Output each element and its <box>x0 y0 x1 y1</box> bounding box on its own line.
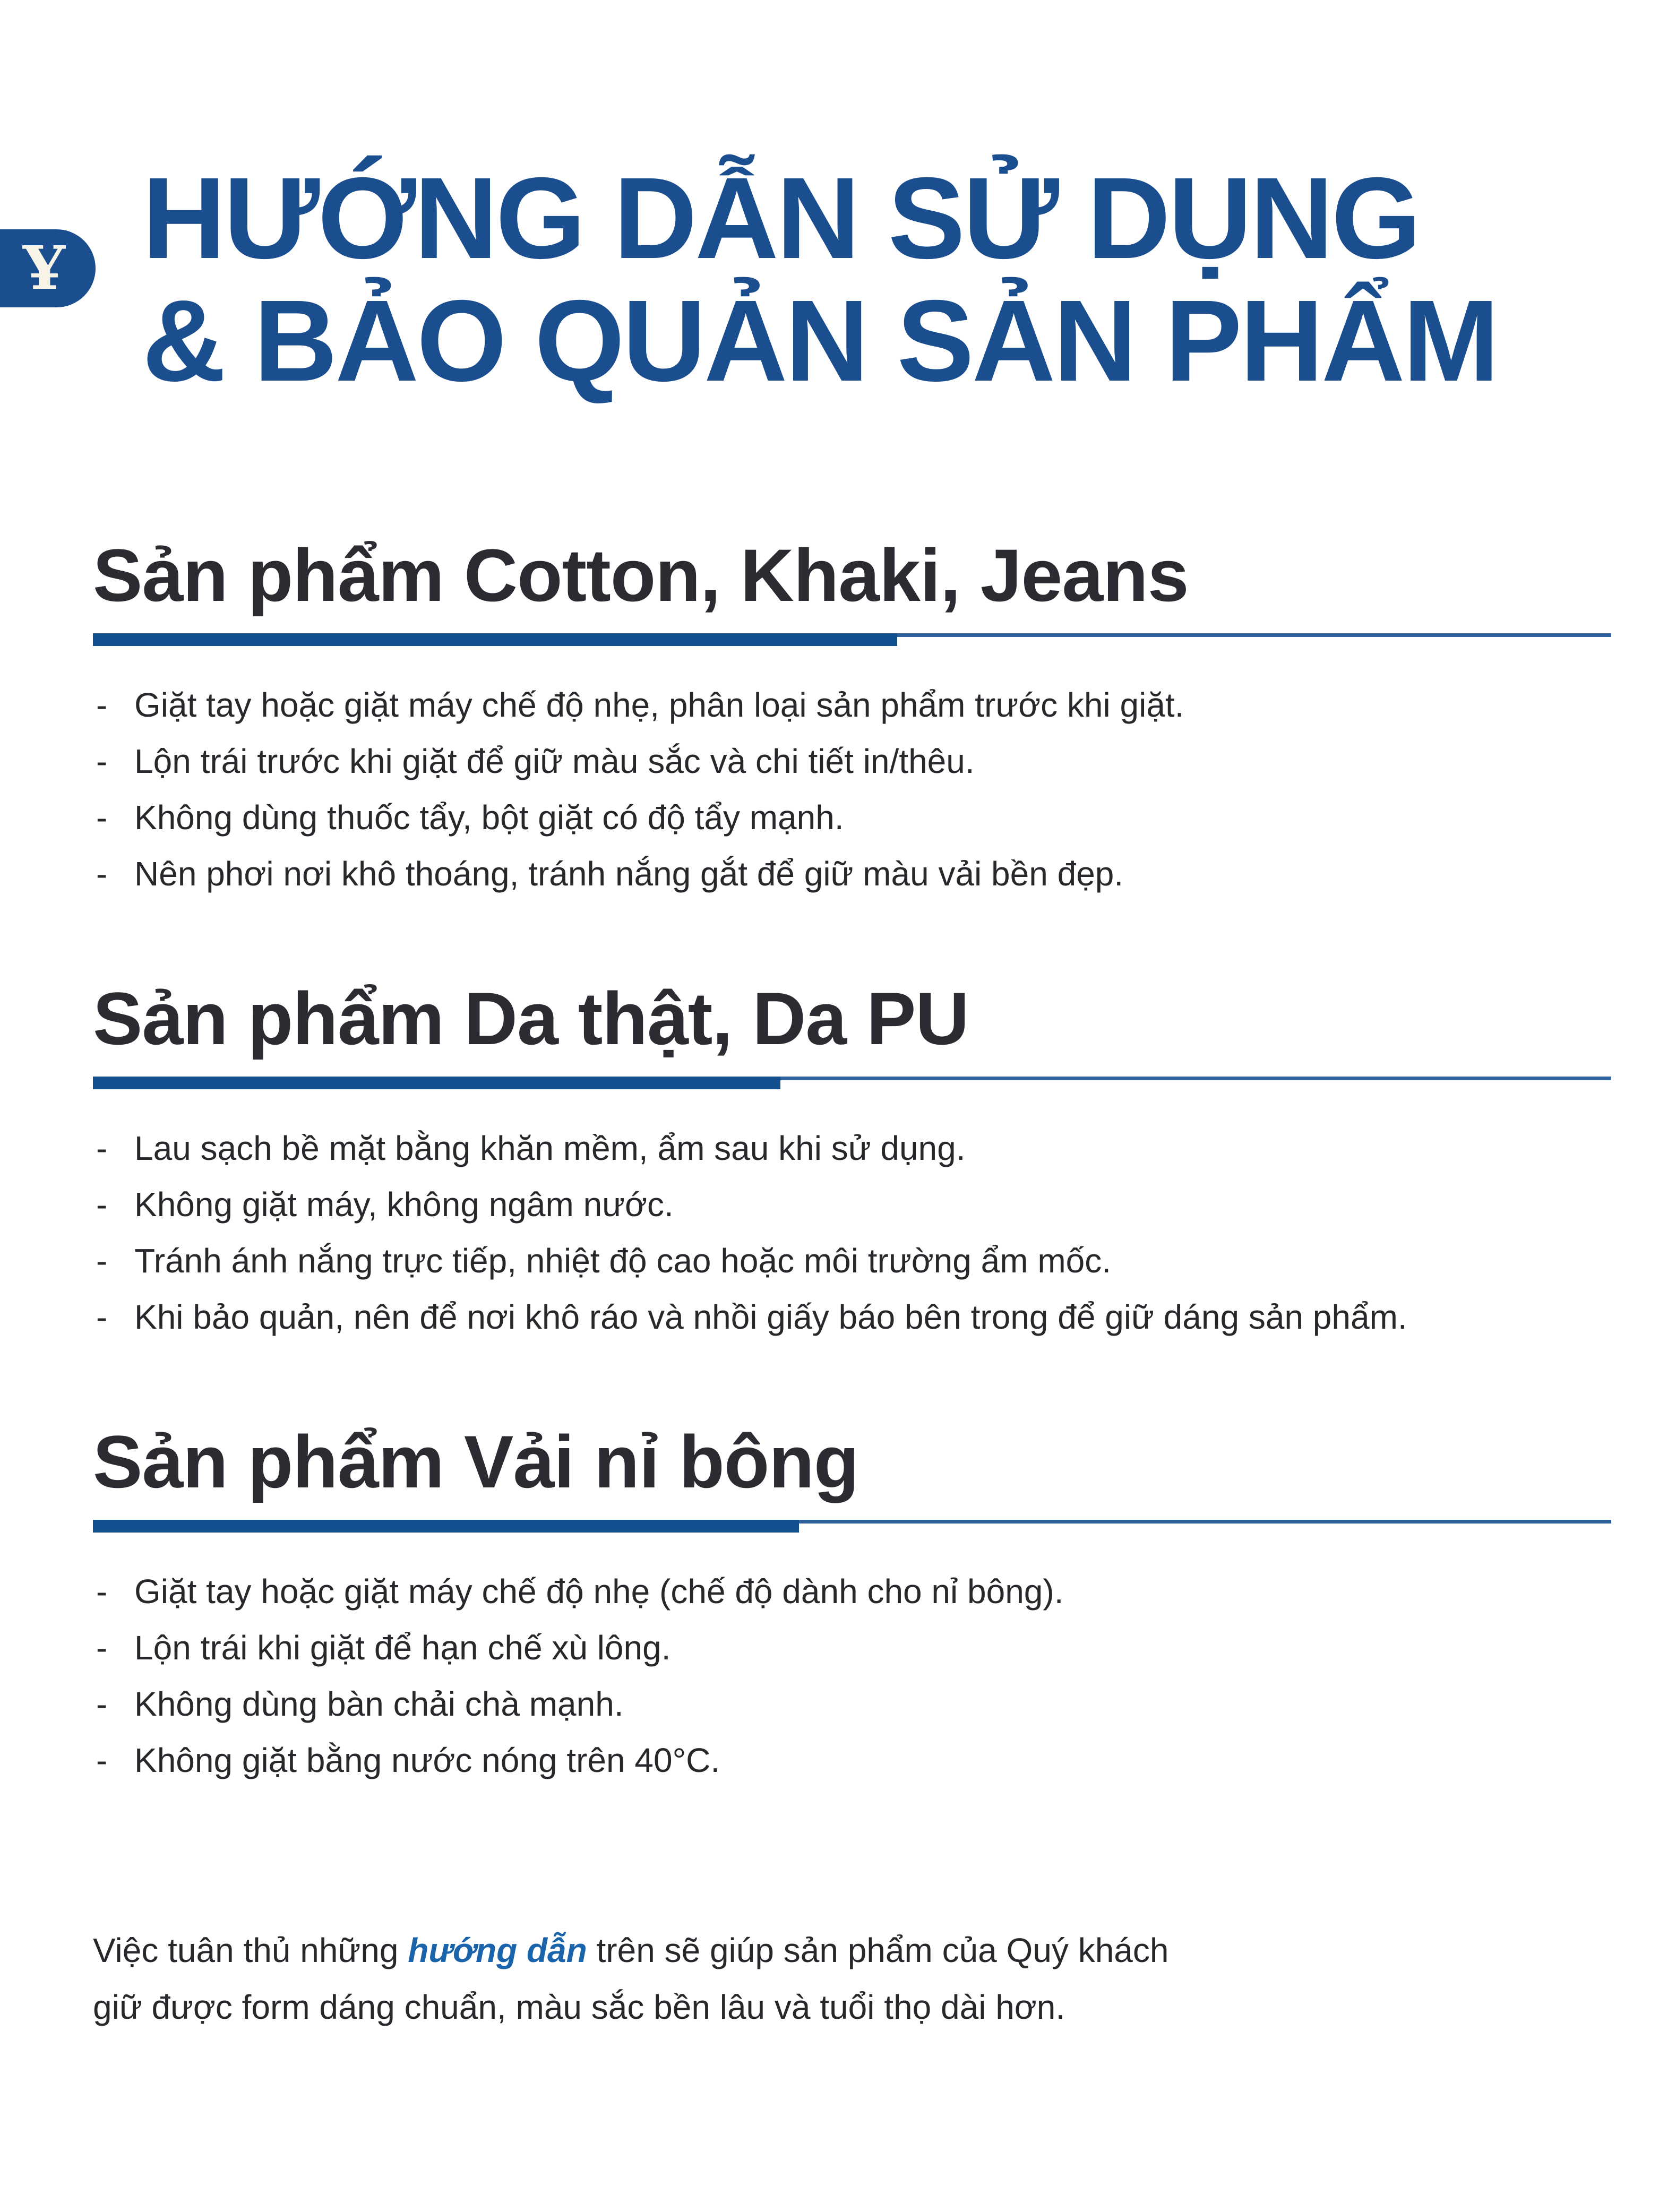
section-cotton-khaki-jeans <box>93 534 1611 902</box>
bullet-text: Nên phơi nơi khô thoáng, tránh nắng gắt để giữ màu vải bền đẹp. <box>134 854 1124 893</box>
underline-thick-bar <box>93 1077 780 1089</box>
bullet-text: Tránh ánh nắng trực tiếp, nhiệt độ cao hoặc môi trường ẩm mốc. <box>134 1241 1111 1280</box>
section-heading: Sản phẩm Da thật, Da PU <box>93 976 969 1060</box>
content-area <box>0 534 1659 2035</box>
bullet-text: Không dùng thuốc tẩy, bột giặt có độ tẩy mạnh. <box>134 798 844 837</box>
list-item <box>93 1676 1611 1732</box>
list-item <box>93 1233 1611 1289</box>
closing-note <box>93 1922 1611 2036</box>
brand-logo-badge <box>0 229 96 307</box>
bullet-dash: - <box>96 1684 108 1723</box>
list-item <box>93 1563 1611 1620</box>
section-underline <box>93 1077 1611 1089</box>
bullet-dash: - <box>96 1741 108 1779</box>
bullet-text: Không dùng bàn chải chà mạnh. <box>134 1684 624 1723</box>
closing-note-suffix-line1: trên sẽ giúp sản phẩm của Quý khách <box>587 1931 1169 1969</box>
list-item <box>93 846 1611 902</box>
list-item <box>93 1289 1611 1345</box>
page-title-line-2: & BẢO QUẢN SẢN PHẨM <box>142 277 1498 406</box>
bullet-list <box>93 677 1611 902</box>
section-heading: Sản phẩm Vải nỉ bông <box>93 1419 859 1503</box>
list-item <box>93 789 1611 846</box>
bullet-list <box>93 1120 1611 1345</box>
bullet-dash: - <box>96 1297 108 1336</box>
bullet-dash: - <box>96 685 108 724</box>
bullet-text: Giặt tay hoặc giặt máy chế độ nhẹ (chế độ dành cho nỉ bông). <box>134 1572 1064 1611</box>
bullet-text: Lau sạch bề mặt bằng khăn mềm, ẩm sau khi sử dụng. <box>134 1129 966 1167</box>
closing-note-highlight: hướng dẫn <box>408 1931 587 1969</box>
bullet-text: Khi bảo quản, nên để nơi khô ráo và nhồi giấy báo bên trong để giữ dáng sản phẩm. <box>134 1297 1407 1336</box>
bullet-text: Lộn trái trước khi giặt để giữ màu sắc và chi tiết in/thêu. <box>134 742 975 780</box>
bullet-text: Giặt tay hoặc giặt máy chế độ nhẹ, phân loại sản phẩm trước khi giặt. <box>134 685 1184 724</box>
list-item <box>93 1620 1611 1676</box>
list-item <box>93 1176 1611 1233</box>
section-underline <box>93 1520 1611 1533</box>
section-da-that-da-pu <box>93 977 1611 1345</box>
underline-thick-bar <box>93 633 897 646</box>
bullet-dash: - <box>96 1628 108 1667</box>
bullet-text: Không giặt máy, không ngâm nước. <box>134 1185 674 1224</box>
page-title-line-1: HƯỚNG DẪN SỬ DỤNG <box>142 154 1420 283</box>
closing-note-prefix: Việc tuân thủ những <box>93 1931 408 1969</box>
bullet-dash: - <box>96 1129 108 1167</box>
bullet-dash: - <box>96 1572 108 1611</box>
bullet-list <box>93 1563 1611 1788</box>
bullet-text: Không giặt bằng nước nóng trên 40°C. <box>134 1741 720 1779</box>
section-vai-ni-bong <box>93 1421 1611 1788</box>
closing-note-suffix-line2: giữ được form dáng chuẩn, màu sắc bền lâu và tuổi thọ dài hơn. <box>93 1987 1065 2026</box>
list-item <box>93 677 1611 733</box>
bullet-dash: - <box>96 1185 108 1224</box>
bullet-dash: - <box>96 1241 108 1280</box>
page-title <box>0 0 1659 406</box>
list-item <box>93 1732 1611 1788</box>
list-item <box>93 1120 1611 1176</box>
section-heading: Sản phẩm Cotton, Khaki, Jeans <box>93 533 1189 617</box>
bullet-dash: - <box>96 798 108 837</box>
list-item <box>93 733 1611 789</box>
section-underline <box>93 633 1611 646</box>
brand-monogram-icon: Ұ <box>23 233 65 303</box>
underline-thick-bar <box>93 1520 799 1533</box>
bullet-dash: - <box>96 854 108 893</box>
bullet-dash: - <box>96 742 108 780</box>
bullet-text: Lộn trái khi giặt để hạn chế xù lông. <box>134 1628 671 1667</box>
